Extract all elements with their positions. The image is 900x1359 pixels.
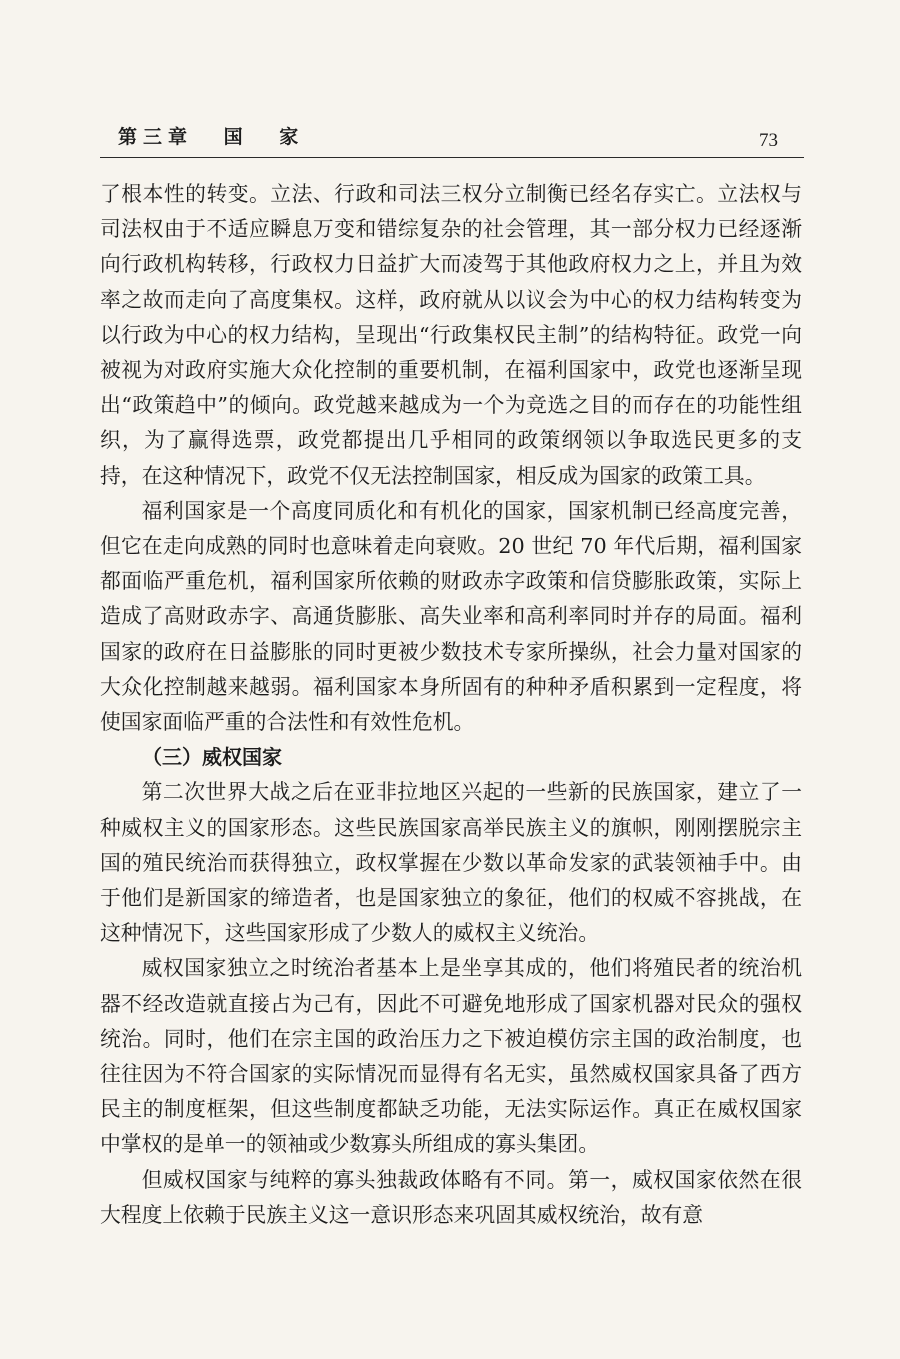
chapter-title: 第三章 国 家 [118,126,305,148]
page-number: 73 [759,130,778,151]
body-text [100,177,802,1233]
paragraph: 但威权国家与纯粹的寡头独裁政体略有不同。第一，威权国家依然在很大程度上依赖于民族主义这一意识形态来巩固其威权统治，故有意 [100,1167,802,1227]
section-heading: （三）威权国家 [142,745,282,770]
paragraph: 威权国家独立之时统治者基本上是坐享其成的，他们将殖民者的统治机器不经改造就直接占为己有，因此不可避免地形成了国家机器对民众的强权统治。同时，他们在宗主国的政治压力之下被迫模仿宗主国的政治制度，也往往因为不符合国家的实际情况而显得有名无实，虽然威权国家具备了西方民主的制度框架，但这些制度都缺乏功能，无法实际运作。真正在威权国家中掌权的是单一的领袖或少数寡头所组成的寡头集团。 [100,956,802,1157]
paragraph: 第二次世界大战之后在亚非拉地区兴起的一些新的民族国家，建立了一种威权主义的国家形态。这些民族国家高举民族主义的旗帜，刚刚摆脱宗主国的殖民统治而获得独立，政权掌握在少数以革命发家的武装领袖手中。由于他们是新国家的缔造者，也是国家独立的象征，他们的权威不容挑战，在这种情况下，这些国家形成了少数人的威权主义统治。 [100,780,802,946]
paragraph: 福利国家是一个高度同质化和有机化的国家，国家机制已经高度完善，但它在走向成熟的同时也意味着走向衰败。20 世纪 70 年代后期，福利国家都面临严重危机，福利国家所依赖的财政赤字政策和信贷膨胀政策，实际上造成了高财政赤字、高通货膨胀、高失业率和高利率同时并存的局面。福利国家的政府在日益膨胀的同时更被少数技术专家所操纵，社会力量对国家的大众化控制越来越弱。福利国家本身所固有的种种矛盾积累到一定程度，将使国家面临严重的合法性和有效性危机。 [100,498,802,735]
paragraph-continued: 了根本性的转变。立法、行政和司法三权分立制衡已经名存实亡。立法权与司法权由于不适应瞬息万变和错综复杂的社会管理，其一部分权力已经逐渐向行政机构转移，行政权力日益扩大而凌驾于其他政府权力之上，并且为效率之故而走向了高度集权。这样，政府就从以议会为中心的权力结构转变为以行政为中心的权力结构，呈现出“行政集权民主制”的结构特征。政党一向被视为对政府实施大众化控制的重要机制，在福利国家中，政党也逐渐呈现出“政策趋中”的倾向。政党越来越成为一个为竞选之目的而存在的功能性组织，为了赢得选票，政党都提出几乎相同的政策纲领以争取选民更多的支持，在这种情况下，政党不仅无法控制国家，相反成为国家的政策工具。 [100,182,802,488]
header-rule [100,157,804,158]
running-head [100,112,804,158]
